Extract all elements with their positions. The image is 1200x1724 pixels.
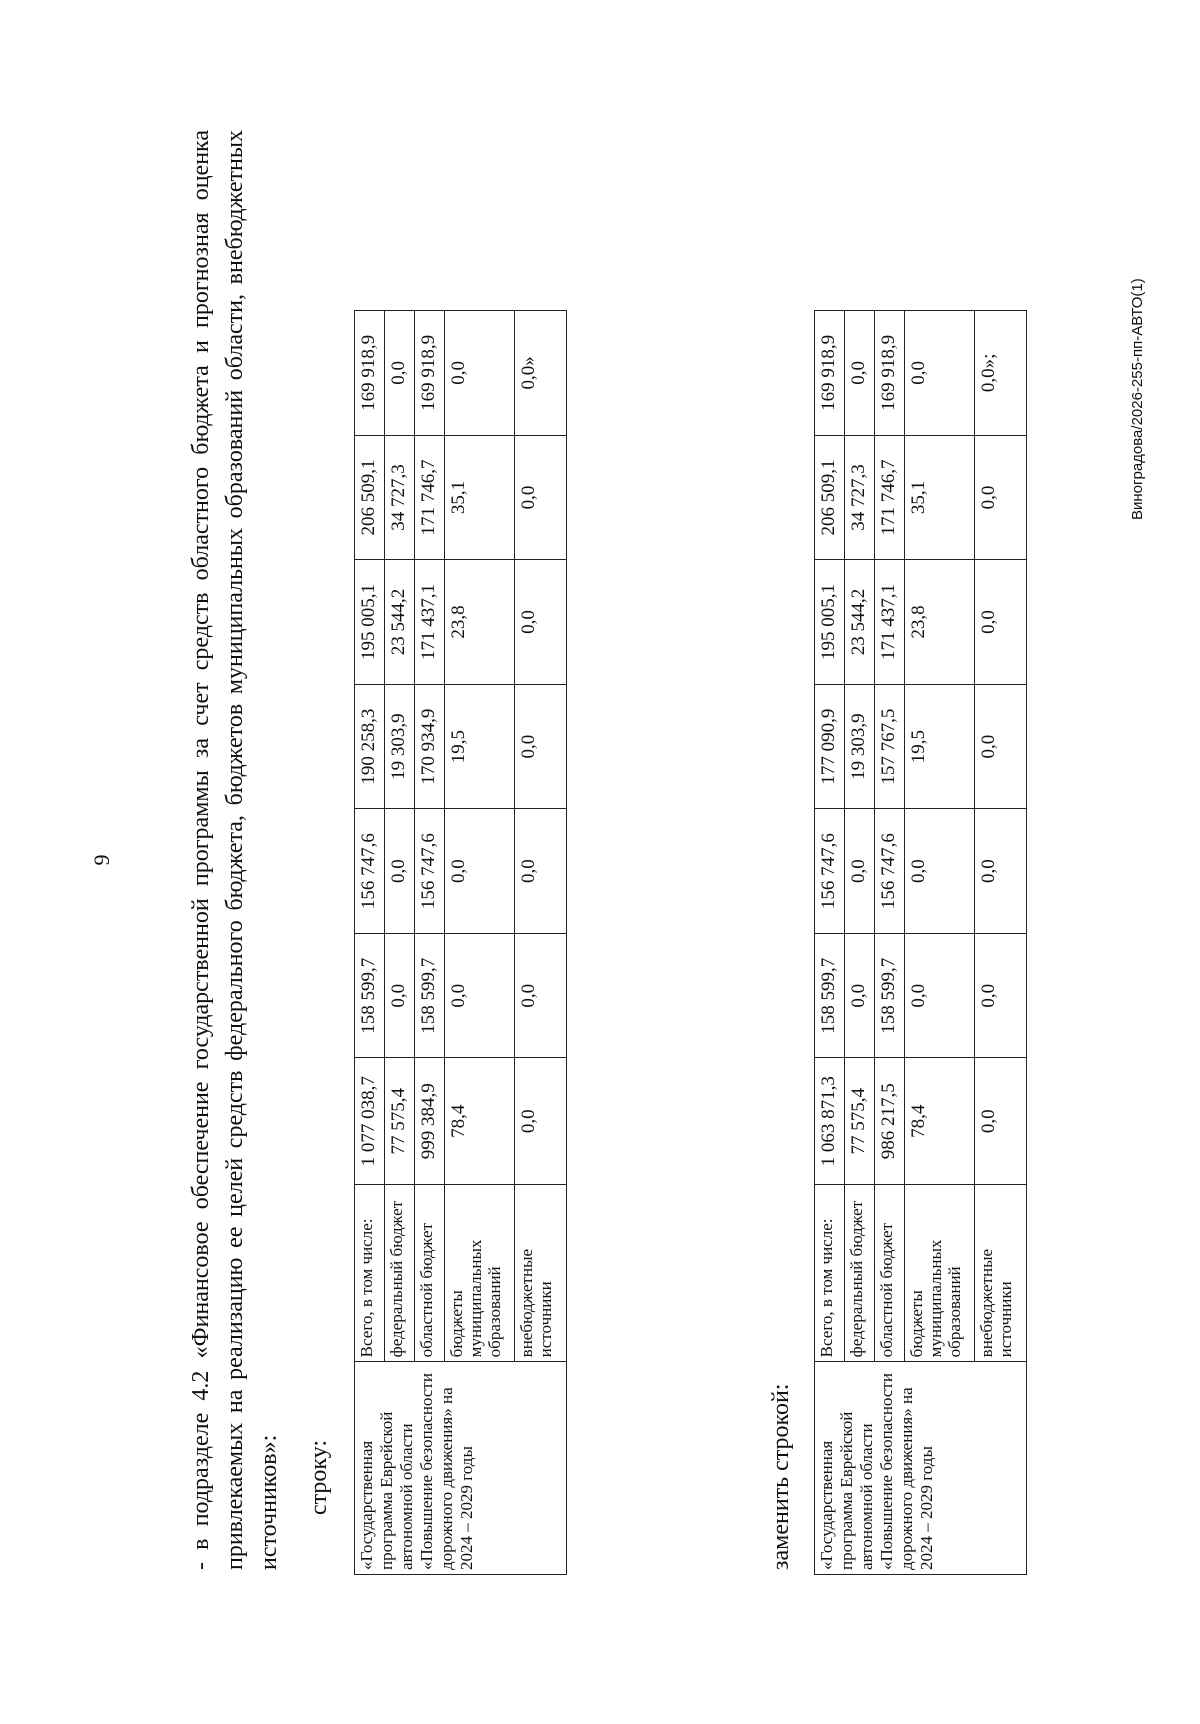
- amount-cell: 0,0: [975, 933, 1027, 1058]
- amount-cell: 158 599,7: [875, 933, 905, 1058]
- label-new-row: заменить строкой:: [768, 1383, 794, 1570]
- amount-cell: 0,0: [445, 933, 515, 1058]
- label-old-row: строку:: [306, 1439, 332, 1515]
- funding-source-cell: Всего, в том числе:: [815, 1185, 845, 1362]
- amount-cell: 195 005,1: [355, 560, 385, 685]
- amount-cell: 999 384,9: [415, 1058, 445, 1185]
- amount-cell: 78,4: [445, 1058, 515, 1185]
- amount-cell: 0,0: [515, 933, 567, 1058]
- funding-source-cell: бюджеты муниципальных образований: [905, 1185, 975, 1362]
- table-row: [355, 311, 385, 1575]
- amount-cell: 0,0»: [515, 311, 567, 436]
- funding-source-cell: Всего, в том числе:: [355, 1185, 385, 1362]
- amount-cell: 19,5: [905, 684, 975, 809]
- program-name-cell: «Государственная программа Еврейской автономной области «Повышение безопасности дорожного движения» на 2024 – 2029 годы: [355, 1362, 567, 1575]
- amount-cell: 0,0: [845, 809, 875, 934]
- amount-cell: 177 090,9: [815, 684, 845, 809]
- amount-cell: 77 575,4: [385, 1058, 415, 1185]
- new-finance-table: [814, 310, 1027, 1575]
- amount-cell: 156 747,6: [355, 809, 385, 934]
- amount-cell: 1 063 871,3: [815, 1058, 845, 1185]
- amount-cell: 986 217,5: [875, 1058, 905, 1185]
- funding-source-cell: бюджеты муниципальных образований: [445, 1185, 515, 1362]
- amount-cell: 156 747,6: [815, 809, 845, 934]
- amount-cell: 34 727,3: [385, 435, 415, 560]
- intro-paragraph: - в подразделе 4.2 «Финансовое обеспечение государственной программы за счет средств областного бюджета и прогнозная оценка привлекаемых на реализацию ее целей средств федерального бюджета, бюджетов муниципальных образований области, внебюджетных источников»:: [188, 130, 282, 1570]
- funding-source-cell: внебюджетные источники: [975, 1185, 1027, 1362]
- amount-cell: 0,0: [515, 809, 567, 934]
- amount-cell: 0,0: [515, 435, 567, 560]
- amount-cell: 169 918,9: [355, 311, 385, 436]
- amount-cell: 206 509,1: [355, 435, 385, 560]
- amount-cell: 35,1: [445, 435, 515, 560]
- amount-cell: 156 747,6: [875, 809, 905, 934]
- amount-cell: 23 544,2: [845, 560, 875, 685]
- rotated-page: [84, 40, 1146, 1680]
- amount-cell: 171 746,7: [875, 435, 905, 560]
- amount-cell: 0,0: [515, 560, 567, 685]
- amount-cell: 158 599,7: [815, 933, 845, 1058]
- amount-cell: 34 727,3: [845, 435, 875, 560]
- amount-cell: 156 747,6: [415, 809, 445, 934]
- amount-cell: 0,0»;: [975, 311, 1027, 436]
- amount-cell: 19 303,9: [845, 684, 875, 809]
- funding-source-cell: областной бюджет: [415, 1185, 445, 1362]
- amount-cell: 206 509,1: [815, 435, 845, 560]
- amount-cell: 77 575,4: [845, 1058, 875, 1185]
- amount-cell: 35,1: [905, 435, 975, 560]
- table-row: [815, 311, 845, 1575]
- amount-cell: 0,0: [975, 560, 1027, 685]
- amount-cell: 158 599,7: [355, 933, 385, 1058]
- funding-source-cell: федеральный бюджет: [845, 1185, 875, 1362]
- amount-cell: 171 437,1: [415, 560, 445, 685]
- amount-cell: 0,0: [975, 435, 1027, 560]
- amount-cell: 0,0: [905, 933, 975, 1058]
- amount-cell: 169 918,9: [815, 311, 845, 436]
- amount-cell: 0,0: [975, 809, 1027, 934]
- amount-cell: 0,0: [385, 311, 415, 436]
- amount-cell: 171 437,1: [875, 560, 905, 685]
- amount-cell: 23,8: [445, 560, 515, 685]
- amount-cell: 195 005,1: [815, 560, 845, 685]
- program-name-cell: «Государственная программа Еврейской автономной области «Повышение безопасности дорожного движения» на 2024 – 2029 годы: [815, 1362, 1027, 1575]
- amount-cell: 0,0: [445, 311, 515, 436]
- amount-cell: 0,0: [905, 809, 975, 934]
- amount-cell: 23 544,2: [385, 560, 415, 685]
- amount-cell: 0,0: [905, 311, 975, 436]
- old-finance-table: [354, 310, 567, 1575]
- amount-cell: 78,4: [905, 1058, 975, 1185]
- amount-cell: 158 599,7: [415, 933, 445, 1058]
- amount-cell: 169 918,9: [875, 311, 905, 436]
- amount-cell: 0,0: [515, 1058, 567, 1185]
- page-number: 9: [89, 854, 114, 866]
- amount-cell: 0,0: [845, 933, 875, 1058]
- amount-cell: 1 077 038,7: [355, 1058, 385, 1185]
- funding-source-cell: областной бюджет: [875, 1185, 905, 1362]
- amount-cell: 169 918,9: [415, 311, 445, 436]
- amount-cell: 190 258,3: [355, 684, 385, 809]
- amount-cell: 19 303,9: [385, 684, 415, 809]
- amount-cell: 0,0: [385, 933, 415, 1058]
- funding-source-cell: федеральный бюджет: [385, 1185, 415, 1362]
- amount-cell: 157 767,5: [875, 684, 905, 809]
- amount-cell: 23,8: [905, 560, 975, 685]
- amount-cell: 0,0: [975, 1058, 1027, 1185]
- amount-cell: 171 746,7: [415, 435, 445, 560]
- document-footer-code: Виноградова/2026-255-пп-АВТО(1): [1129, 278, 1146, 520]
- funding-source-cell: внебюджетные источники: [515, 1185, 567, 1362]
- amount-cell: 19,5: [445, 684, 515, 809]
- amount-cell: 0,0: [975, 684, 1027, 809]
- amount-cell: 0,0: [445, 809, 515, 934]
- amount-cell: 170 934,9: [415, 684, 445, 809]
- amount-cell: 0,0: [515, 684, 567, 809]
- amount-cell: 0,0: [385, 809, 415, 934]
- amount-cell: 0,0: [845, 311, 875, 436]
